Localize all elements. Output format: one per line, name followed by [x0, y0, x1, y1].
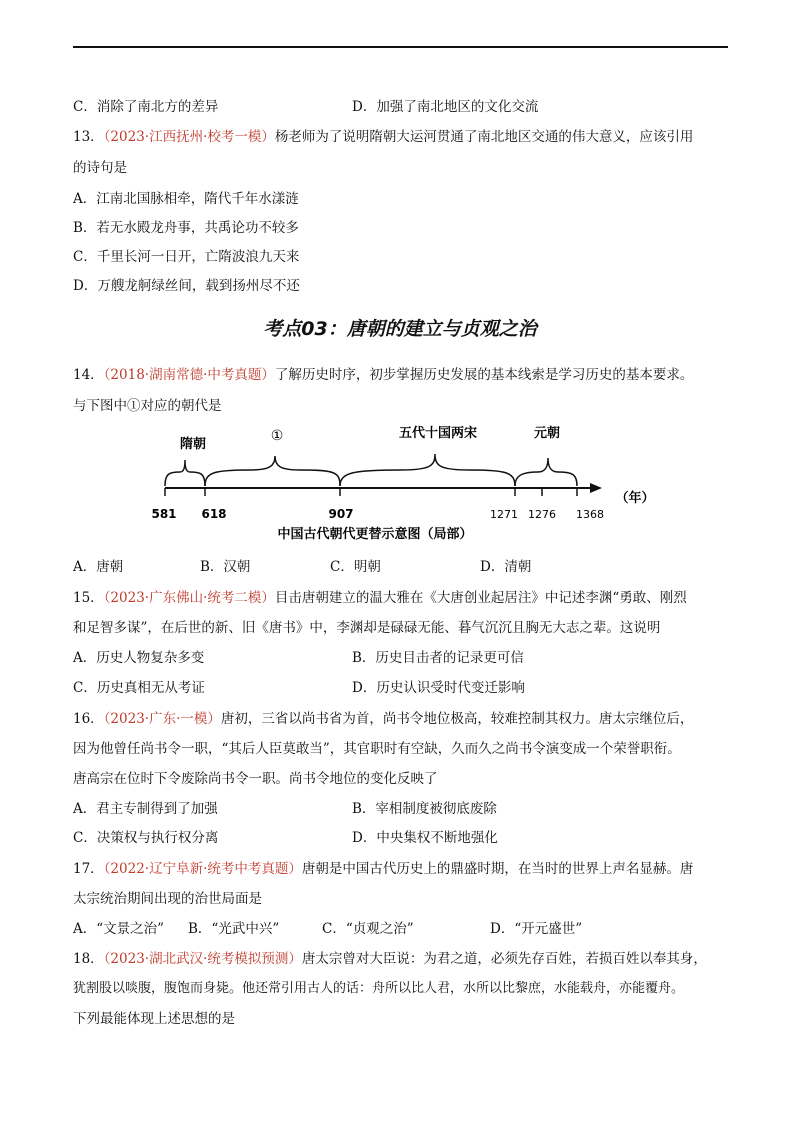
timeline-arrow [590, 483, 602, 493]
dynasty-timeline [140, 418, 660, 548]
q18-stem-line1 [73, 950, 707, 968]
q15-option-a: A．历史人物复杂多变 [73, 650, 205, 666]
year-1271: 1271 [490, 508, 518, 521]
question-source: （2018·湖南常德·中考真题） [103, 367, 275, 383]
q16-option-a: A．君主专制得到了加强 [73, 801, 218, 817]
unit-label: （年） [615, 491, 655, 506]
section-heading: 考点03：唐朝的建立与贞观之治 [263, 318, 537, 340]
question-text: 唐太宗曾对大臣说：为君之道，必须先存百姓，若损百姓以奉其身， [301, 951, 707, 967]
q15-stem-line2: 和足智多谋”，在后世的新、旧《唐书》中，李渊却是碌碌无能、暮气沉沉且胸无大志之辈。这说明 [73, 620, 661, 636]
question-source: （2023·江西抚州·校考一模） [103, 129, 275, 145]
q15-option-d: D．历史认识受时代变迁影响 [352, 680, 525, 696]
question-number: 15． [73, 590, 104, 606]
q14-stem-line1 [73, 366, 693, 384]
q13-stem-line2: 的诗句是 [73, 160, 127, 176]
q14-stem-line2: 与下图中①对应的朝代是 [73, 398, 222, 414]
q18-stem-line3: 下列最能体现上述思想的是 [73, 1011, 235, 1027]
q16-option-d: D．中央集权不断地强化 [352, 830, 498, 846]
q13-option-b: B．若无水殿龙舟事，共禹论功不较多 [73, 220, 299, 236]
q18-stem-line2: 犹割股以啖腹，腹饱而身毙。他还常引用古人的话：舟所以比人君，水所以比黎庶，水能载舟，亦能覆舟。 [73, 981, 685, 996]
q13-option-d: D．万艘龙舸绿丝间，载到扬州尽不还 [73, 278, 300, 294]
question-text: 唐朝是中国古代历史上的鼎盛时期，在当时的世界上声名显赫。唐 [301, 861, 694, 877]
q17-stem-line2: 太宗统治期间出现的治世局面是 [73, 891, 262, 907]
brace-sui [165, 460, 205, 486]
q17-option-b: B．“光武中兴” [188, 921, 280, 937]
q17-option-d: D．“开元盛世” [490, 921, 583, 937]
q14-option-d: D．清朝 [480, 559, 532, 575]
q14-option-a: A．唐朝 [73, 559, 124, 575]
question-source: （2022·辽宁阜新·统考中考真题） [103, 861, 302, 877]
question-number: 18． [73, 951, 104, 967]
question-number: 13． [73, 129, 104, 145]
q14-option-c: C．明朝 [330, 559, 381, 575]
label-sui: 隋朝 [179, 437, 207, 452]
q13-option-a: A．江南北国脉相牵，隋代千年水漾涟 [73, 191, 299, 207]
question-text: 目击唐朝建立的温大雅在《大唐创业起居注》中记述李渊“勇敢、刚烈 [274, 590, 687, 606]
label-yuan: 元朝 [533, 426, 561, 441]
q16-stem-line2: 因为他曾任尚书令一职，“其后人臣莫敢当”，其官职时有空缺，久而久之尚书令演变成一个荣誉职衔。 [73, 741, 681, 757]
question-number: 16． [73, 711, 104, 727]
question-source: （2023·广东佛山·统考二模） [103, 590, 275, 606]
q12-option-d: D．加强了南北地区的文化交流 [352, 99, 539, 115]
year-1276: 1276 [528, 508, 556, 521]
q15-stem-line1 [73, 589, 687, 607]
question-text: 杨老师为了说明隋朝大运河贯通了南北地区交通的伟大意义，应该引用 [274, 129, 694, 145]
q13-option-c: C．千里长河一日开，亡隋波浪九天来 [73, 249, 300, 265]
year-618: 618 [201, 507, 227, 521]
q16-option-b: B．宰相制度被彻底废除 [352, 801, 497, 817]
question-text: 了解历史时序，初步掌握历史发展的基本线索是学习历史的基本要求。 [274, 367, 694, 383]
q16-stem-line1 [73, 710, 693, 728]
q17-option-c: C．“贞观之治” [322, 921, 414, 937]
q16-stem-line3: 唐高宗在位时下令废除尚书令一职。尚书令地位的变化反映了 [73, 771, 438, 787]
q17-option-a: A．“文景之治” [73, 921, 165, 937]
question-text: 唐初，三省以尚书省为首，尚书令地位极高，较难控制其权力。唐太宗继位后， [220, 711, 694, 727]
q17-stem-line1 [73, 860, 693, 878]
timeline-caption: 中国古代朝代更替示意图（局部） [277, 527, 473, 542]
year-581: 581 [151, 507, 177, 521]
question-source: （2023·广东·一模） [103, 711, 221, 727]
q14-option-b: B．汉朝 [200, 559, 251, 575]
q15-option-b: B．历史目击者的记录更可信 [352, 650, 524, 666]
q13-stem-line1 [73, 128, 693, 146]
question-source: （2023·湖北武汉·统考模拟预测） [103, 951, 302, 967]
label-wudai: 五代十国两宋 [398, 426, 478, 441]
q12-option-c: C．消除了南北方的差异 [73, 99, 219, 115]
label-one: ① [270, 428, 284, 444]
header-rule [73, 46, 728, 48]
brace-one [205, 456, 340, 486]
question-number: 14． [73, 367, 104, 383]
brace-yuan [515, 458, 577, 486]
year-1368: 1368 [576, 508, 604, 521]
q15-option-c: C．历史真相无从考证 [73, 680, 205, 696]
year-907: 907 [328, 507, 354, 521]
q16-option-c: C．决策权与执行权分离 [73, 830, 219, 846]
brace-wudai [340, 454, 515, 486]
question-number: 17． [73, 861, 104, 877]
